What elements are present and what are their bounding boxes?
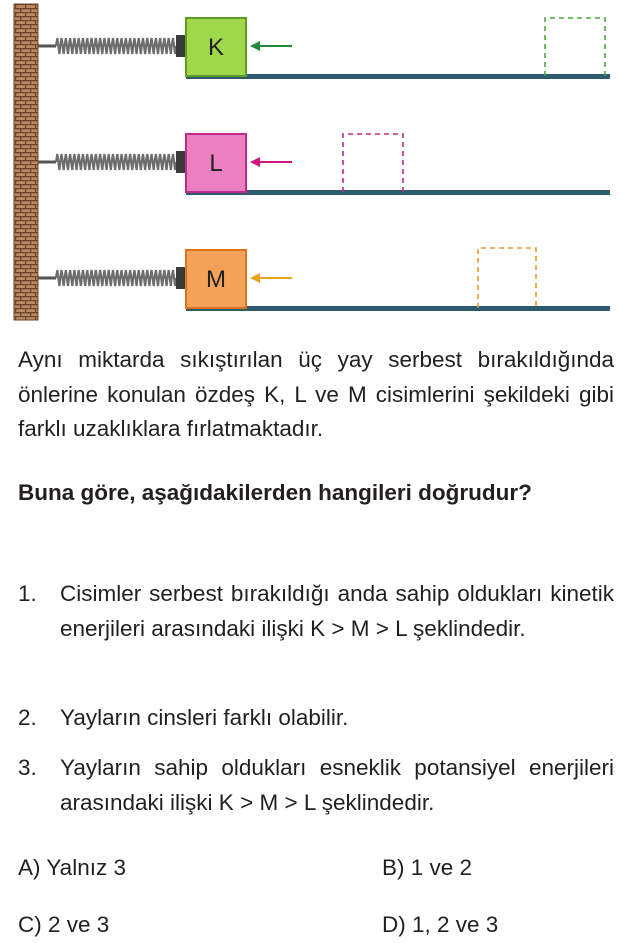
spring-coil — [56, 154, 176, 170]
statement-number: 3. — [18, 755, 37, 780]
spring-coil — [56, 38, 176, 54]
arrow-icon — [250, 157, 260, 167]
arrow-icon — [250, 41, 260, 51]
track — [186, 190, 610, 195]
track — [186, 306, 610, 311]
statement-number: 2. — [18, 705, 37, 730]
block-label: M — [206, 266, 226, 293]
spring-diagram — [0, 0, 620, 330]
landing-outline — [545, 18, 605, 76]
arrow-icon — [250, 273, 260, 283]
spring-coil — [56, 270, 176, 286]
spring-plate — [176, 151, 186, 173]
spring-plate — [176, 35, 186, 57]
question-text: Buna göre, aşağıdakilerden hangileri doğrudur? — [18, 480, 532, 505]
statement-number: 1. — [18, 581, 37, 606]
intro-text: Aynı miktarda sıkıştırılan üç yay serbest bırakıldığında önlerine konulan özdeş K, L ve M cisimlerini şekildeki gibi farklı uzaklıklara fırlatmaktadır. — [18, 347, 614, 441]
block-label: K — [207, 34, 225, 61]
landing-outline — [343, 134, 403, 192]
option-b[interactable]: B) 1 ve 2 — [382, 855, 473, 880]
option-c[interactable]: C) 2 ve 3 — [18, 912, 110, 937]
statement-text: Yayların sahip oldukları esneklik potansiyel enerjileri arasındaki ilişki K > M > L şeklindedir. — [60, 755, 614, 815]
option-d[interactable]: D) 1, 2 ve 3 — [382, 912, 499, 937]
option-a[interactable]: A) Yalnız 3 — [18, 855, 126, 880]
spring-plate — [176, 267, 186, 289]
statement-text: Cisimler serbest bırakıldığı anda sahip oldukları kinetik enerjileri arasındaki ilişki K > M > L şeklindedir. — [60, 581, 614, 641]
block-label: L — [209, 150, 223, 177]
track — [186, 74, 610, 79]
statement-text: Yayların cinsleri farklı olabilir. — [60, 705, 349, 730]
wall — [14, 4, 38, 320]
landing-outline — [478, 248, 536, 308]
